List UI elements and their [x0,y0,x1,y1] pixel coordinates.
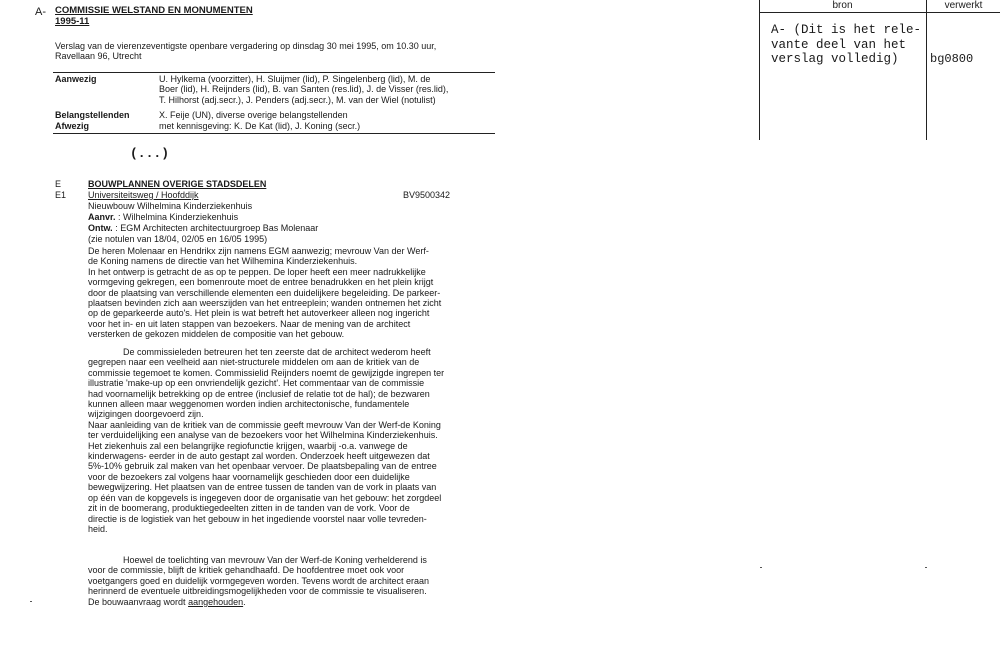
text-line: op de geparkeerde auto's. Het plein is wat betreft het autoverkeer alleen nog ingericht [88,308,430,319]
text-line: De heren Molenaar en Hendrikx zijn namens EGM aanwezig; mevrouw Van der Werf- [88,246,429,256]
text-line: plaatsen bevinden zich aan weerszijden van het entreeplein; wanden ontnemen het zicht [88,298,442,309]
text-line: de Koning namens de directie van het Wilhemina Kinderziekenhuis. [88,256,358,267]
side-table-left-border [759,0,760,140]
text-line: Naar aanleiding van de kritiek van de commissie geeft mevrouw Van der Werf-de Koning [88,419,441,430]
text-line: herinnerd de eventuele uitbreidingsmogelijkheden voor de commissie te visualiseren. [88,586,427,597]
item-number: E1 [55,190,67,200]
text-line: 5%-10% gebruik zal maken van het openbaar vervoer. De plaatsbepaling van de entree [88,461,437,472]
present-label: Aanwezig [55,74,97,84]
text-line: wijzigingen doorgevoerd zijn. [88,409,204,420]
intro-line-1: Verslag van de vierenzeventigste openbare vergadering op dinsdag 30 mei 1995, om 10.30 uur, [55,41,437,51]
header-marker: A- [35,6,46,18]
body-block-3 [88,555,429,607]
section-letter: E [55,179,62,189]
decision-postponed: aangehouden [188,596,244,607]
column-header-source: bron [832,0,853,11]
text-line: commissie tegemoet te komen. Commissielid Reijnders noemt de gewijzigde ingrepen ter [88,367,445,378]
section-title: BOUWPLANNEN OVERIGE STADSDELEN [88,179,267,189]
source-note [771,23,921,67]
design-value: : EGM Architecten architectuurgroep Bas Molenaar [115,223,319,233]
item-notes-ref: (zie notulen van 18/04, 02/05 en 16/05 1995) [88,234,268,244]
item-reference: BV9500342 [403,190,451,200]
applicant-label: Aanvr. [88,212,116,222]
text-line: Het ziekenhuis zal een belangrijke regiofunctie krijgen, waarbij -o.a. vanwege de [88,440,408,451]
applicant-value: : Wilhelmina Kinderziekenhuis [118,212,239,222]
text-line: op één van de kopgevels is ingegeven door de organisatie van het gebouw: het zorgdeel [88,492,442,503]
text-line: door de plaatsing van verschillende elementen een duidelijkere begeleiding. De parkeer- [88,287,441,298]
speck [925,567,927,568]
text-line: directie is de logistiek van het gebouw in het ingediende voorstel naar volle tevreden- [88,513,427,524]
item-applicant [88,212,238,222]
text-line: gegrepen naar een veelheid aan niet-structurele middelen om aan de kritiek van de [88,357,420,368]
text-line: kunnen alleen maar weggenomen worden indien architectonische, fundamentele [88,399,410,410]
text-line: ter verduidelijking een analyse van de bezoekers voor het Wilhelmina Kinderziekenhuis. [88,430,438,441]
text-line: heid. [88,523,108,534]
text-line: Hoewel de toelichting van mevrouw Van der Werf-de Koning verhelderend is [123,555,427,565]
document-title: COMMISSIE WELSTAND EN MONUMENTEN [55,5,253,16]
text-line: vormgeving gekregen, een bomenroute moet de entree benadrukken en het plein krijgt [88,277,434,288]
attendance-bottom-rule [53,133,495,134]
column-header-processed: verwerkt [944,0,983,11]
text-line: voor de bezoekers zal volgens haar voornamelijk geschieden door een duidelijke [88,471,410,482]
present-line: U. Hylkema (voorzitter), H. Sluijmer (lid), P. Singelenberg (lid), M. de [159,74,431,84]
source-note-line: verslag volledig) [771,52,899,66]
final-suffix: . [243,596,246,607]
absent-value: met kennisgeving: K. De Kat (lid), J. Koning (secr.) [159,121,361,131]
item-project: Nieuwbouw Wilhelmina Kinderziekenhuis [88,201,253,211]
text-line: illustratie 'make-up op een onvriendelijk gezicht'. Het commentaar van de commissie [88,378,425,389]
final-prefix: De bouwaanvraag wordt [88,596,189,607]
item-design [88,223,318,233]
source-note-line: A- (Dit is het rele- [771,23,922,37]
text-line: versterken de gekozen middelen de compositie van het gebouw. [88,329,345,340]
text-line: voetgangers goed en duidelijk vormgegeven worden. Tevens wordt de architect eraan [88,575,430,586]
document-number: 1995-11 [55,16,90,27]
text-line: voor de commissie, blijft de kritiek gehandhaafd. De hoofdentree moet ook voor [88,565,405,576]
stakeholders-label: Belangstellenden [55,110,130,120]
processed-code: bg0800 [930,52,974,66]
side-table-header-rule [759,12,1000,13]
source-note-line: vante deel van het [771,37,907,52]
text-line: De commissieleden betreuren het ten zeerste dat de architect wederom heeft [123,347,431,357]
ellipsis: (...) [130,146,170,161]
intro-line-2: Ravellaan 96, Utrecht [55,51,142,61]
final-decision [88,597,429,607]
present-line: T. Hilhorst (adj.secr.), J. Penders (adj.secr.), M. van der Wiel (notulist) [159,94,436,105]
attendance-top-rule [53,72,495,73]
side-table-divider [926,0,927,140]
text-line: kinderwagens- eerder in de auto gestapt zal worden. Onderzoek heeft uitgewezen dat [88,451,430,462]
text-line: had voornamelijk betrekking op de entree (inclusief de relatie tot de hal); de bezwaren [88,388,430,399]
text-line: In het ontwerp is getracht de as op te peppen. De loper heeft een meer nadrukkelijke [88,266,426,277]
text-line: bewegwijzering. Het plaatsen van de entree tussen de tanden van de vork in plaats van [88,482,437,493]
item-location: Universiteitsweg / Hoofddijk [88,190,199,200]
absent-label: Afwezig [55,121,90,131]
speck [30,601,32,602]
body-block-2 [88,347,444,534]
present-list [159,74,448,105]
text-line: zit in de boomerang, produktiegedeelten zitten in de tanden van de vork. Voor de [88,503,410,514]
design-label: Ontw. [88,223,113,233]
text-line: voor het in- en uit laten stappen van bezoekers. Naar de mening van de architect [88,318,411,329]
speck [760,567,762,568]
body-block-1 [88,246,441,340]
present-line: Boer (lid), H. Reijnders (lid), B. van Santen (res.lid), J. de Visser (res.lid), [159,84,449,95]
stakeholders-value: X. Feije (UN), diverse overige belangstellenden [159,110,348,120]
